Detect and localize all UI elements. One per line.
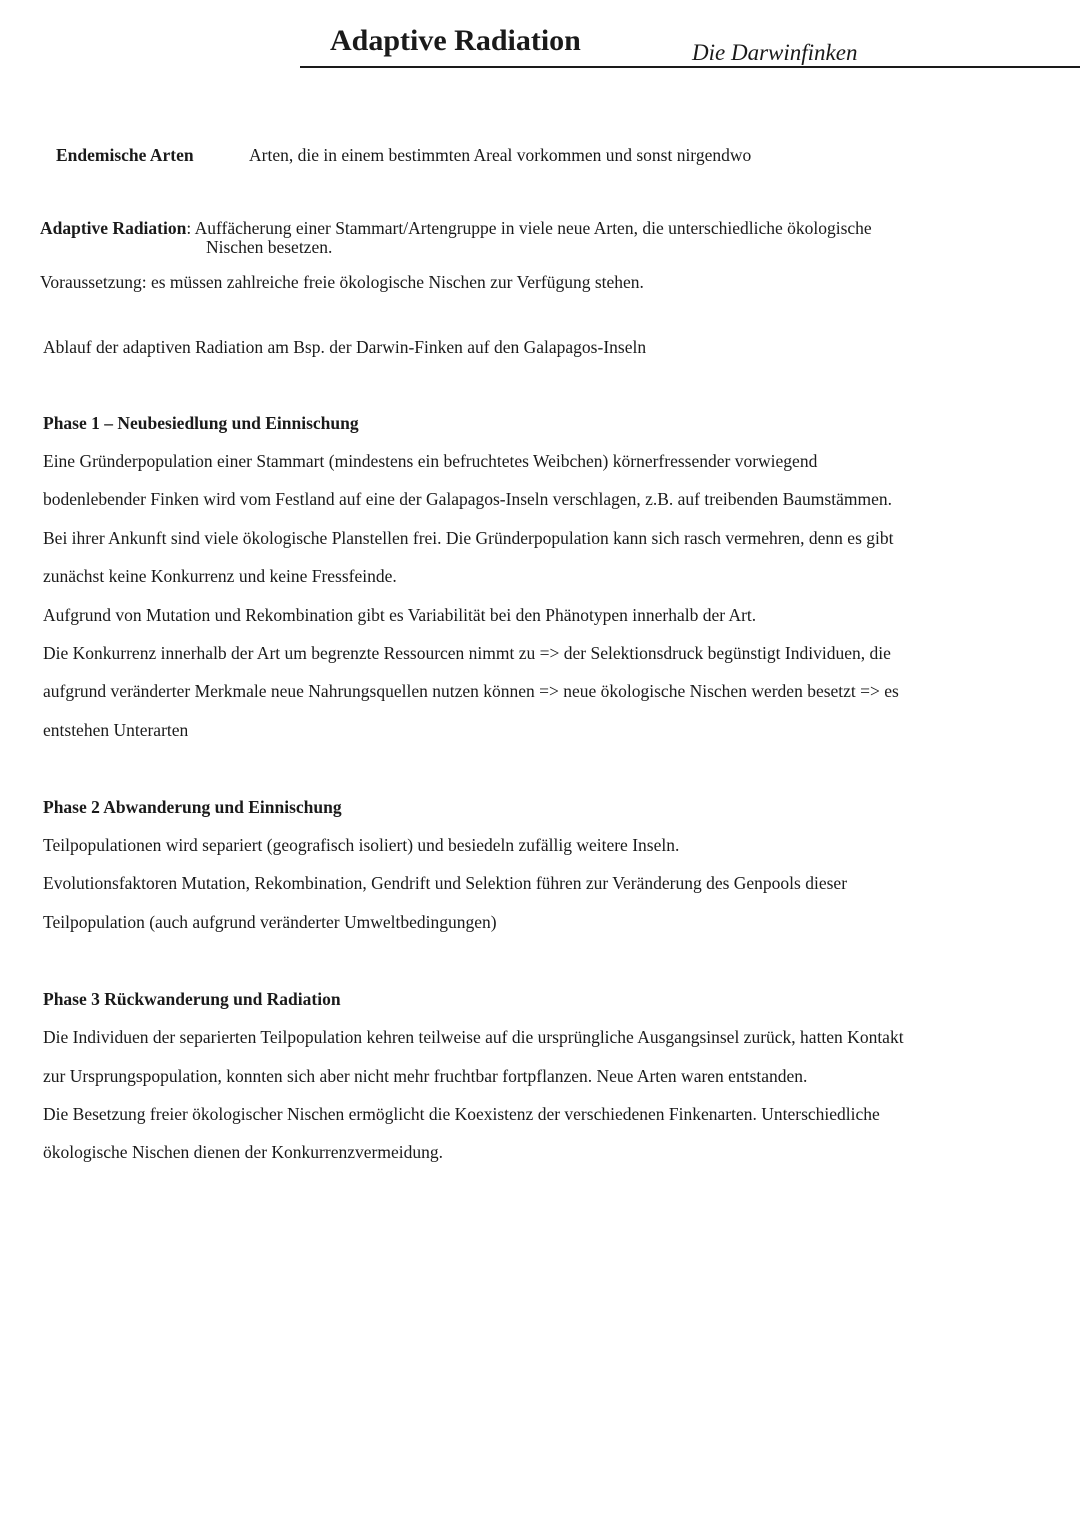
phase1-line: Die Konkurrenz innerhalb der Art um begrenzte Ressourcen nimmt zu => der Selektionsdruck begünstigt Individuen, die [43,643,891,663]
phase1-line: zunächst keine Konkurrenz und keine Fressfeinde. [43,566,397,586]
phase1-line: Aufgrund von Mutation und Rekombination gibt es Variabilität bei den Phänotypen innerhalb der Art. [43,605,757,625]
radiation-definition-continued: Nischen besetzen. [206,237,333,257]
phase1-line: Eine Gründerpopulation einer Stammart (mindestens ein befruchtetes Weibchen) körnerfressender vorwiegend [43,451,818,471]
radiation-term: Adaptive Radiation [40,218,187,238]
phase3-line: Die Individuen der separierten Teilpopulation kehren teilweise auf die ursprüngliche Ausgangsinsel zurück, hatten Kontakt [43,1027,904,1047]
phase2-line: Teilpopulation (auch aufgrund veränderter Umweltbedingungen) [43,912,497,932]
phase3-line: Die Besetzung freier ökologischer Nischen ermöglicht die Koexistenz der verschiedenen Finkenarten. Unterschiedliche [43,1104,880,1124]
phase3-line: ökologische Nischen dienen der Konkurrenzvermeidung. [43,1142,443,1162]
phase1-line: Bei ihrer Ankunft sind viele ökologische Planstellen frei. Die Gründerpopulation kann sich rasch vermehren, denn es gibt [43,528,894,548]
phase2-heading: Phase 2 Abwanderung und Einnischung [43,797,342,817]
endemic-definition: Arten, die in einem bestimmten Areal vorkommen und sonst nirgendwo [249,145,752,165]
phase3-heading: Phase 3 Rückwanderung und Radiation [43,989,341,1009]
page-subtitle: Die Darwinfinken [692,40,858,65]
radiation-definition [40,218,872,239]
phase1-line: aufgrund veränderter Merkmale neue Nahrungsquellen nutzen können => neue ökologische Nischen werden besetzt => es [43,681,899,701]
intro-text: Ablauf der adaptiven Radiation am Bsp. der Darwin-Finken auf den Galapagos-Inseln [43,337,647,357]
radiation-definition-text: : Auffächerung einer Stammart/Artengruppe in viele neue Arten, die unterschiedliche ökologische [186,218,872,238]
phase2-line: Evolutionsfaktoren Mutation, Rekombination, Gendrift und Selektion führen zur Veränderung des Genpools dieser [43,873,848,893]
title-underline [300,66,1080,68]
prerequisite-text: Voraussetzung: es müssen zahlreiche freie ökologische Nischen zur Verfügung stehen. [40,272,644,292]
phase2-line: Teilpopulationen wird separiert (geografisch isoliert) und besiedeln zufällig weitere Inseln. [43,835,680,855]
page-title: Adaptive Radiation [330,24,581,57]
phase1-line: bodenlebender Finken wird vom Festland auf eine der Galapagos-Inseln verschlagen, z.B. auf treibenden Baumstämmen. [43,489,892,509]
phase3-line: zur Ursprungspopulation, konnten sich aber nicht mehr fruchtbar fortpflanzen. Neue Arten waren entstanden. [43,1066,808,1086]
phase1-heading: Phase 1 – Neubesiedlung und Einnischung [43,413,359,433]
phase1-line: entstehen Unterarten [43,720,189,740]
endemic-term: Endemische Arten [56,145,194,165]
